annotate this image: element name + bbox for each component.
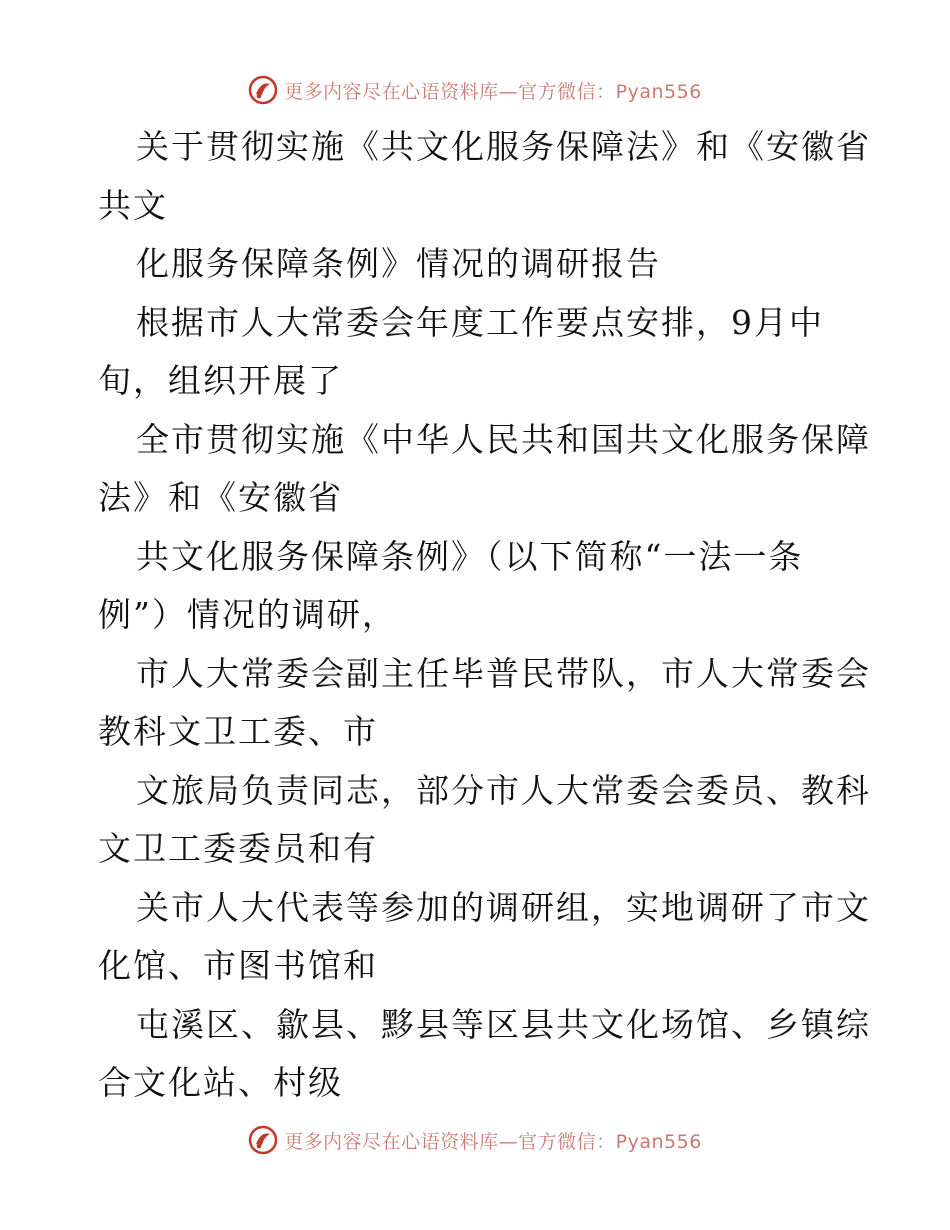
paragraph-line: 市人大常委会副主任毕普民带队，市人大常委会 (136, 653, 871, 693)
paragraph-line: 屯溪区、歙县、黟县等区县共文化场馆、乡镇综 (136, 1004, 871, 1044)
logo-icon (248, 1125, 278, 1155)
paragraph-line: 关市人大代表等参加的调研组，实地调研了市文 (136, 887, 871, 927)
header-banner (0, 70, 950, 110)
paragraph-line: 合文化站、村级 (98, 1063, 343, 1102)
paragraph-line: 全市贯彻实施《中华人民共和国共文化服务保障 (136, 419, 871, 459)
paragraph-line: 教科文卫工委、市 (98, 712, 378, 751)
paragraph-line: 法》和《安徽省 (98, 478, 343, 517)
footer-banner-text: 更多内容尽在心语资料库—官方微信：Pyan556 (284, 1130, 702, 1153)
paragraph-line: 旬，组织开展了 (98, 361, 343, 400)
logo-icon (248, 75, 278, 105)
paragraph-line: 例”）情况的调研， (98, 595, 397, 634)
paragraph-line: 共文化服务保障条例》（以下简称“一法一条 (136, 536, 804, 576)
paragraph-line: 文旅局负责同志，部分市人大常委会委员、教科 (136, 770, 871, 810)
footer-banner (0, 1120, 950, 1160)
paragraph-line: 化馆、市图书馆和 (98, 946, 378, 985)
title-line: 关于贯彻实施《共文化服务保障法》和《安徽省 (136, 127, 871, 166)
document-body (98, 118, 871, 1113)
paragraph-line: 文卫工委委员和有 (98, 829, 378, 868)
header-banner-text: 更多内容尽在心语资料库—官方微信：Pyan556 (284, 80, 702, 103)
title-line: 化服务保障条例》情况的调研报告 (136, 244, 661, 283)
title-line: 共文 (98, 185, 168, 225)
paragraph-line: 根据市人大常委会年度工作要点安排，9月中 (136, 302, 824, 342)
